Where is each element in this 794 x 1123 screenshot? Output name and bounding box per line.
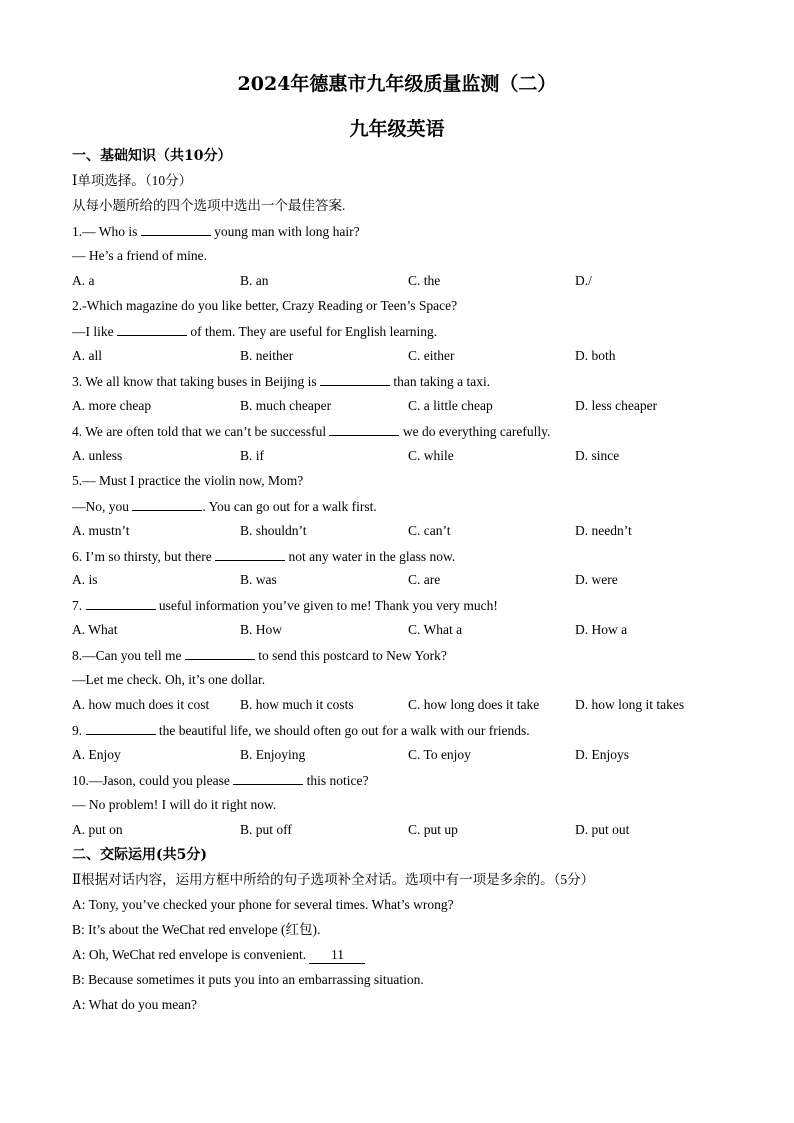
answer-blank bbox=[185, 647, 255, 660]
question-5-options bbox=[72, 523, 732, 539]
question-10-options bbox=[72, 822, 732, 838]
question-8-options bbox=[72, 697, 732, 713]
section1-part: Ⅰ单项选择。（10分） bbox=[72, 173, 193, 188]
dialogue-line: B: Because sometimes it puts you into an embarrassing situation. bbox=[72, 972, 424, 987]
answer-blank-11: 11 bbox=[309, 947, 365, 964]
question-10-stem: 10.—Jason, could you please this notice? bbox=[72, 773, 369, 788]
option-a: A. put on bbox=[72, 822, 123, 837]
question-7-stem: 7. useful information you’ve given to me! Thank you very much! bbox=[72, 598, 498, 613]
answer-blank bbox=[117, 323, 187, 336]
answer-blank bbox=[215, 548, 285, 561]
question-9-options bbox=[72, 747, 732, 763]
answer-blank bbox=[141, 223, 211, 236]
question-8-reply: —Let me check. Oh, it’s one dollar. bbox=[72, 672, 266, 687]
question-8-stem: 8.—Can you tell me to send this postcard to New York? bbox=[72, 648, 447, 663]
option-d: D. Enjoys bbox=[575, 747, 629, 762]
option-a: A. What bbox=[72, 622, 118, 637]
dialogue-line: A: Oh, WeChat red envelope is convenient. 11 bbox=[72, 947, 365, 964]
option-c: C. the bbox=[408, 273, 441, 288]
option-d: D. put out bbox=[575, 822, 630, 837]
option-a: A. how much does it cost bbox=[72, 697, 210, 712]
answer-blank bbox=[132, 498, 202, 511]
section2-heading: 二、交际运用(共5分) bbox=[72, 847, 207, 863]
option-c: C. put up bbox=[408, 822, 458, 837]
option-b: B. How bbox=[240, 622, 283, 637]
dialogue-line: A: Tony, you’ve checked your phone for several times. What’s wrong? bbox=[72, 897, 454, 912]
question-10-reply: — No problem! I will do it right now. bbox=[72, 797, 277, 812]
option-b: B. was bbox=[240, 572, 277, 587]
option-a: A. Enjoy bbox=[72, 747, 121, 762]
exam-subtitle: 九年级英语 bbox=[349, 118, 445, 140]
question-3-stem: 3. We all know that taking buses in Beijing is than taking a taxi. bbox=[72, 374, 491, 389]
option-c: C. while bbox=[408, 448, 454, 463]
answer-blank bbox=[86, 597, 156, 610]
option-b: B. how much it costs bbox=[240, 697, 354, 712]
option-b: B. Enjoying bbox=[240, 747, 306, 762]
option-a: A. mustn’t bbox=[72, 523, 130, 538]
option-b: B. if bbox=[240, 448, 265, 463]
question-9-stem: 9. the beautiful life, we should often go out for a walk with our friends. bbox=[72, 723, 530, 738]
option-d: D. less cheaper bbox=[575, 398, 658, 413]
option-a: A. unless bbox=[72, 448, 123, 463]
question-4-stem: 4. We are often told that we can’t be successful we do everything carefully. bbox=[72, 424, 551, 439]
option-c: C. either bbox=[408, 348, 455, 363]
answer-blank bbox=[320, 373, 390, 386]
question-6-options bbox=[72, 572, 732, 588]
question-1-reply: — He’s a friend of mine. bbox=[72, 248, 207, 263]
option-b: B. much cheaper bbox=[240, 398, 332, 413]
option-c: C. are bbox=[408, 572, 441, 587]
option-c: C. What a bbox=[408, 622, 463, 637]
question-4-options bbox=[72, 448, 732, 464]
dialogue-line: B: It’s about the WeChat red envelope (红包). bbox=[72, 922, 321, 937]
answer-blank bbox=[329, 423, 399, 436]
option-d: D. both bbox=[575, 348, 616, 363]
question-3-options bbox=[72, 398, 732, 414]
option-d: D./ bbox=[575, 273, 592, 288]
question-5-stem: 5.— Must I practice the violin now, Mom? bbox=[72, 473, 304, 488]
option-b: B. an bbox=[240, 273, 269, 288]
question-7-options bbox=[72, 622, 732, 638]
question-2-stem: 2.-Which magazine do you like better, Crazy Reading or Teen’s Space? bbox=[72, 298, 458, 313]
option-a: A. a bbox=[72, 273, 95, 288]
option-b: B. shouldn’t bbox=[240, 523, 307, 538]
question-1-options bbox=[72, 273, 732, 289]
section1-instruction: 从每小题所给的四个选项中选出一个最佳答案. bbox=[72, 198, 346, 213]
option-d: D. since bbox=[575, 448, 620, 463]
question-2-options bbox=[72, 348, 732, 364]
option-c: C. how long does it take bbox=[408, 697, 540, 712]
option-a: A. is bbox=[72, 572, 98, 587]
dialogue-line: A: What do you mean? bbox=[72, 997, 197, 1012]
question-1-stem: 1.— Who is young man with long hair? bbox=[72, 224, 360, 239]
section2-part: Ⅱ根据对话内容，运用方框中所给的句子选项补全对话。选项中有一项是多余的。（5分） bbox=[72, 872, 595, 887]
option-c: C. can’t bbox=[408, 523, 451, 538]
exam-title: 2024年德惠市九年级质量监测（二） bbox=[237, 73, 557, 95]
section1-heading: 一、基础知识（共10分） bbox=[72, 148, 232, 164]
answer-blank bbox=[86, 722, 156, 735]
option-d: D. needn’t bbox=[575, 523, 632, 538]
question-6-stem: 6. I’m so thirsty, but there not any water in the glass now. bbox=[72, 549, 456, 564]
option-a: A. all bbox=[72, 348, 102, 363]
option-b: B. put off bbox=[240, 822, 292, 837]
question-2-reply: —I like of them. They are useful for English learning. bbox=[72, 324, 438, 339]
answer-blank bbox=[233, 772, 303, 785]
option-c: C. To enjoy bbox=[408, 747, 471, 762]
option-c: C. a little cheap bbox=[408, 398, 493, 413]
option-b: B. neither bbox=[240, 348, 294, 363]
option-d: D. were bbox=[575, 572, 618, 587]
option-d: D. How a bbox=[575, 622, 628, 637]
option-d: D. how long it takes bbox=[575, 697, 685, 712]
option-a: A. more cheap bbox=[72, 398, 152, 413]
question-5-reply: —No, you . You can go out for a walk first. bbox=[72, 499, 377, 514]
